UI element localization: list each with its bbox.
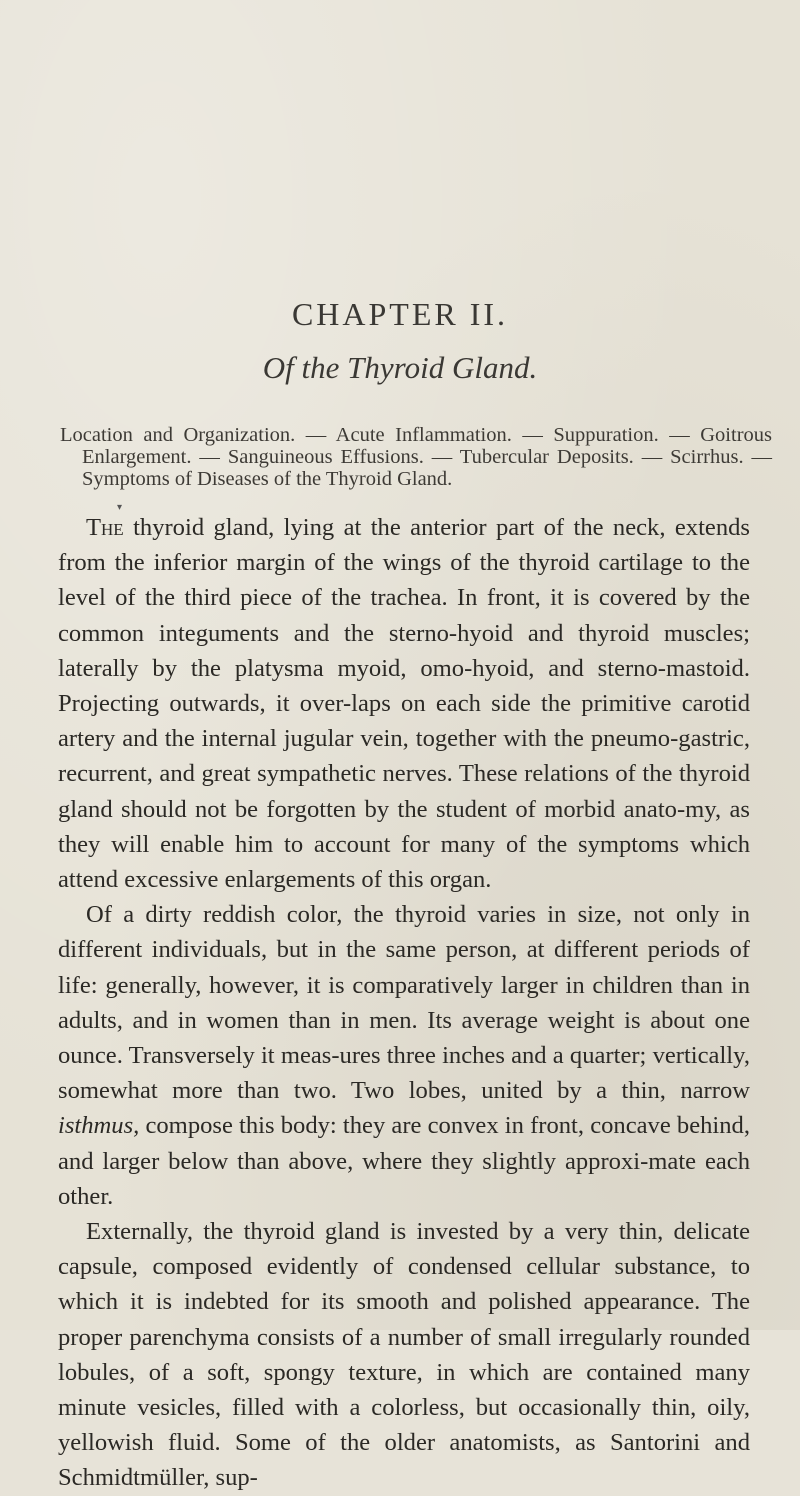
chapter-body: [58, 510, 750, 1496]
paragraph-2: [58, 897, 750, 1214]
isthmus-term: isthmus,: [58, 1112, 140, 1140]
chapter-synopsis: Location and Organization. — Acute Inflammation. — Suppuration. — Goitrous Enlargement. — Sanguineous Effusions. — Tubercular Deposits. — Scirrhus. — Symptoms of Diseases of the Thyroid Gland.: [60, 424, 772, 490]
paragraph-1: [58, 510, 750, 897]
paragraph-1-text: thyroid gland, lying at the anterior part of the neck, extends from the inferior margin of the wings of the thyroid cartilage to the level of the third piece of the trachea. In front, it is covered by the common integuments and the sterno-hyoid and thyroid muscles; laterally by the platysma myoid, omo-hyoid, and sterno-mastoid. Projecting outwards, it over-laps on each side the primitive carotid artery and the internal jugular vein, together with the pneumo-gastric, recurrent, and great sympathetic nerves. These relations of the thyroid gland should not be forgotten by the student of morbid anato-my, as they will enable him to account for many of the symptoms which attend excessive enlargements of this organ.: [58, 514, 750, 894]
chapter-title: CHAPTER II.: [291, 296, 509, 332]
chapter-subtitle: Of the Thyroid Gland.: [262, 350, 538, 385]
ink-mark-icon: ▾: [117, 502, 123, 513]
paragraph-2-text-a: Of a dirty reddish color, the thyroid varies in size, not only in different individuals, but in the same person, at different periods of life: generally, however, it is comparatively larger in children than in adults, and in women than in men. Its average weight is about one ounce. Transversely it meas-ures three inches and a quarter; vertically, somewhat more than two. Two lobes, united by a thin, narrow: [58, 901, 750, 1105]
paragraph-3: Externally, the thyroid gland is invested by a very thin, delicate capsule, composed evidently of condensed cellular substance, to which it is indebted for its smooth and polished appearance. The proper parenchyma consists of a number of small irregularly rounded lobules, of a soft, spongy texture, in which are contained many minute vesicles, filled with a colorless, but occasionally thin, oily, yellowish fluid. Some of the older anatomists, as Santorini and Schmidtmüller, sup-: [58, 1218, 750, 1492]
paragraph-lead-word: The: [86, 514, 124, 541]
paragraph-2-text-b: compose this body: they are convex in front, concave behind, and larger below than above, where they slightly approxi-mate each other.: [58, 1112, 750, 1210]
